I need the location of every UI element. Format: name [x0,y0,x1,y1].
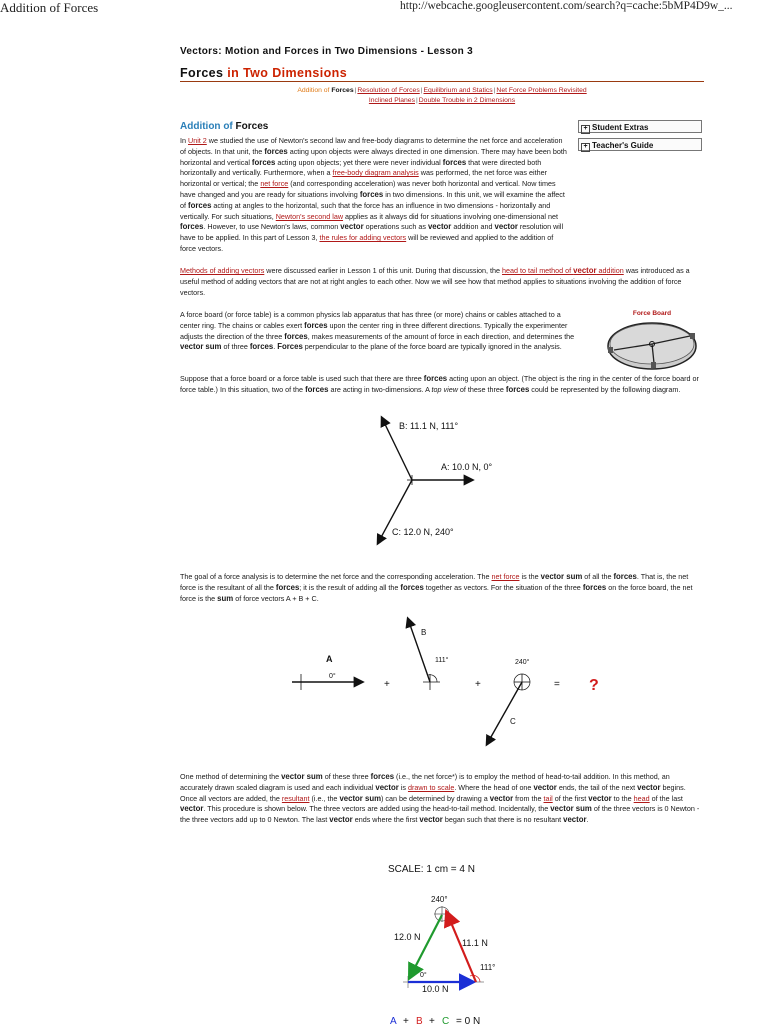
force-board-image [600,306,704,372]
student-extras-button[interactable] [578,120,702,133]
eq-a: A [390,1016,397,1024]
vector-c-angle: 240° [515,659,530,666]
paragraph-head-to-tail: One method of determining the vector sum of these three forces (i.e., the net force*) is to employ the method of head-to-tail addition. In this method, an accurately drawn scaled diagram is used and each individual vector is drawn to scale. Where the head of one vector ends, the tail of the next vector begins. Once all vectors are added, the resultant (i.e., the vector sum) can be determined by drawing a vector from the tail of the first vector to the head of the last vector. This procedure is shown below. The three vectors are added using the head-to-tail method. Incidentally, the vector sum of the three vectors is 0 Newton - the three vectors add up to 0 Newton. The last vector ends where the first vector began such that there is no resultant vector. [180,772,700,825]
student-extras-label: Student Extras [592,123,649,132]
plus-sign-2: + [475,679,481,690]
link-rules-adding-vectors[interactable]: the rules for adding vectors [319,233,407,243]
eq-plus-1: + [403,1016,409,1024]
browser-page-title: Addition of Forces [0,0,99,15]
force-top-view-diagram [370,415,510,550]
paragraph-methods: Methods of adding vectors were discussed earlier in Lesson 1 of this unit. During that discussion, the head to tail method of vector addition was introduced as a useful method of adding vectors that are not at right angles to each other. Now we will see how that method applies to situations involving the addition of force vectors. [180,266,690,297]
subnav-current [297,87,353,94]
question-mark: ? [589,677,599,694]
sum-equation [390,1016,480,1024]
vector-c-label: C: 12.0 N, 240° [392,527,454,537]
lesson-heading: Vectors: Motion and Forces in Two Dimensions - Lesson 3 [180,46,474,57]
subnav-current-a: Addition of [297,87,330,94]
teachers-guide-label: Teacher's Guide [592,141,654,150]
vector-a-name: A [326,654,333,664]
eq-result: = 0 N [456,1016,481,1024]
subnav-link-double-trouble[interactable]: Double Trouble in 2 Dimensions [418,97,516,104]
link-newtons-second-law[interactable]: Newton's second law [275,211,344,221]
scale-label: SCALE: 1 cm = 4 N [388,864,475,875]
section-title [180,121,268,132]
subnav-link-resolution[interactable]: Resolution of Forces [357,87,420,94]
equals-sign: = [554,679,560,690]
link-tail[interactable]: tail [543,793,553,803]
angle-240-label: 240° [431,895,448,904]
expand-icon: + [581,125,590,134]
subnav-current-b: Forces [331,87,354,94]
head-to-tail-diagram [380,858,540,1024]
eq-b: B [416,1016,423,1024]
plus-sign-1: + [384,679,390,690]
angle-0-label: 0° [420,972,427,979]
paragraph-suppose: Suppose that a force board or a force table is used such that there are three forces acting upon an object. (The object is the ring in the center of the force board or force table.) In this situation, two of the forces are acting in two-dimensions. A top view of these three forces could be represented by the following diagram. [180,374,699,394]
paragraph-intro: In Unit 2 we studied the use of Newton's second law and free-body diagrams to determine the net force and acceleration of objects. In that unit, the forces acting upon objects were always directed in one dimension. There may have been both horizontal and vertical forces acting upon objects; yet there were never individual forces that were directed both horizontally and vertically. Furthermore, when a free-body diagram analysis was performed, the net force was either horizontal or vertical; the net force (and corresponding acceleration) was never both horizontal and vertical. Now times have changed and you are ready for situations involving forces in two dimensions. In this unit, we will examine the affect of forces acting at angles to the horizontal, such that the force has an influence in two dimensions - horizontally and vertically. For such situations, Newton's second law applies as it always did for situations involving one-dimensional net forces. However, to use Newton's laws, common vector operations such as vector addition and vector resolution will have to be applied. In this part of Lesson 3, the rules for adding vectors will be reviewed and applied to the addition of force vectors. [180,136,567,253]
link-net-force[interactable]: net force [260,179,289,189]
link-resultant[interactable]: resultant [281,793,310,803]
vector-a-label: A: 10.0 N, 0° [441,462,493,472]
red-length-label: 11.1 N [462,938,488,948]
link-head-to-tail[interactable]: head to tail method of vector addition [502,266,624,275]
vector-c-green [410,915,442,977]
eq-c: C [442,1016,450,1024]
page-title-rest: in Two Dimensions [227,66,348,80]
eq-plus-2: + [429,1016,435,1024]
browser-url[interactable]: http://webcache.googleusercontent.com/search?q=cache:5bMP4D9w_... [400,0,733,12]
vector-c [487,658,530,744]
green-length-label: 12.0 N [394,932,421,942]
paragraph-goal: The goal of a force analysis is to determine the net force and the corresponding acceleration. The net force is the vector sum of all the forces. That is, the net force is the resultant of all the forces; it is the result of adding all the forces together as vectors. For the situation of the three forces on the force board, the net force is the sum of force vectors A + B + C. [180,572,693,603]
vector-b-angle: 111° [435,657,449,664]
section-title-b: Forces [235,121,269,132]
force-board-label: Force Board [632,310,672,317]
subnav-link-inclined[interactable]: Inclined Planes [368,97,415,104]
vector-a [292,654,362,690]
link-drawn-to-scale[interactable]: drawn to scale [407,782,455,792]
vector-b-label: B: 11.1 N, 111° [399,421,459,431]
vector-c-name: C [510,717,516,726]
vector-sum-equation-diagram [284,612,614,774]
vector-b [408,619,449,690]
vector-a-angle: 0° [329,673,336,680]
paragraph-force-board: A force board (or force table) is a common physics lab apparatus that has three (or more) chains or cables attached to a center ring. The chains or cables exert forces upon the center ring in three different directions. Typically the experimenter adjusts the direction of the three forces, makes measurements of the amount of force in each direction, and determines the vector sum of three forces. Forces perpendicular to the plane of the force board are typically ignored in the analysis. [180,310,575,352]
subnav-link-net-force[interactable]: Net Force Problems Revisited [496,87,587,94]
teachers-guide-button[interactable] [578,138,702,151]
subnav-link-equilibrium[interactable]: Equilibrium and Statics [423,87,493,94]
link-unit-2[interactable]: Unit 2 [188,136,207,145]
section-title-a: Addition of [180,121,233,132]
blue-length-label: 10.0 N [422,984,449,994]
page-title-forces: Forces [180,66,224,80]
page-title [180,66,347,80]
angle-111-label: 111° [480,963,496,972]
vector-b-name: B [421,628,427,637]
link-methods-adding[interactable]: Methods of adding vectors [180,266,265,275]
link-head[interactable]: head [633,793,650,803]
title-divider [180,81,704,82]
link-free-body[interactable]: free-body diagram analysis [332,168,419,178]
subnav: Addition of Forces|Resolution of Forces|Equilibrium and Statics|Net Force Problems Revisited Inclined Planes|Double Trouble in 2 Dimensions [297,87,587,104]
link-net-force-2[interactable]: net force [491,572,520,581]
expand-icon: + [581,143,590,152]
